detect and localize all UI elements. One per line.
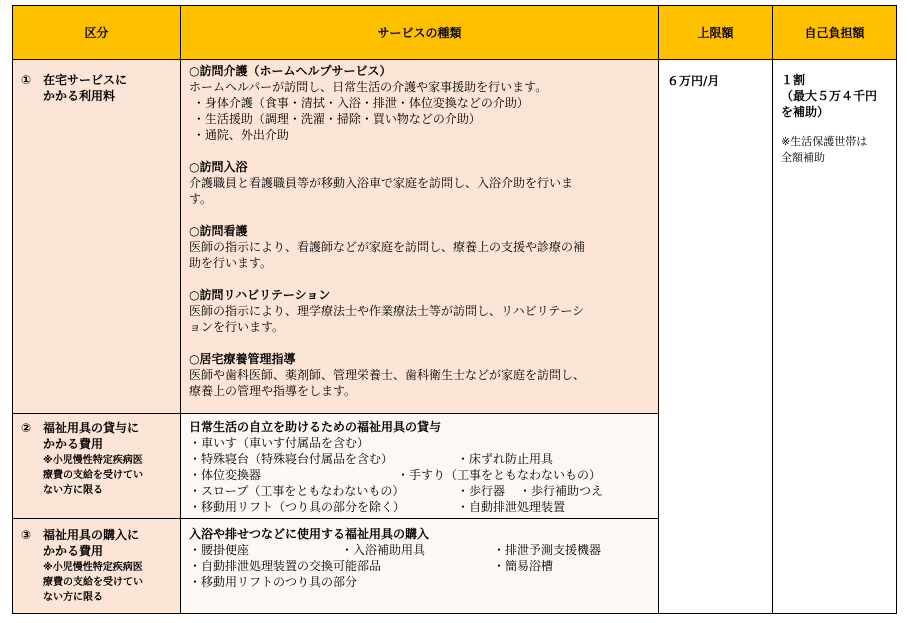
service-cell: [181, 60, 659, 414]
copay-cell: [773, 60, 897, 614]
rental-item-list: [189, 435, 652, 515]
list-item: ・床ずれ防止用具: [457, 452, 554, 466]
purchase-item-list: [189, 542, 652, 590]
service-line: 医師や歯科医師、薬剤師、管理栄養士、歯科衛生士などが家庭を訪問し、: [189, 368, 586, 382]
services-table: [12, 5, 897, 614]
list-item: ・自動排泄処理装置の交換可能部品: [189, 559, 382, 573]
category-cell: [13, 519, 181, 614]
list-item: ・車いす（車いす付属品を含む）: [189, 436, 370, 450]
list-item: ・簡易浴槽: [493, 559, 554, 573]
category-name: 福祉用具の貸与に かかる費用: [43, 421, 140, 451]
list-item: ・移動用リフトのつり具の部分: [189, 575, 358, 589]
list-item: ・特殊寝台（特殊寝台付属品を含む）: [189, 452, 394, 466]
list-item: ・スロープ（工事をともなわないもの）: [189, 484, 405, 498]
service-title: 入浴や排せつなどに使用する福祉用具の購入: [189, 527, 430, 541]
list-item: ・排泄予測支援機器: [493, 543, 602, 557]
service-line: 助を行います。: [189, 256, 273, 270]
service-title: ○訪問看護: [189, 224, 248, 238]
category-number: ②: [21, 421, 32, 435]
category-cell: [13, 414, 181, 519]
list-item: ・体位変換器: [189, 468, 262, 482]
service-line: ョンを行います。: [189, 320, 285, 334]
service-title: ○訪問入浴: [189, 160, 248, 174]
category-number: ①: [21, 73, 32, 87]
copay-note: ※生活保護世帯は 全額補助: [781, 135, 868, 164]
list-item: ・腰掛便座: [189, 543, 250, 557]
service-block: [189, 287, 652, 335]
list-item: ・自動排泄処理装置: [457, 500, 566, 514]
header-copay: 自己負担額: [773, 6, 897, 60]
service-line: す。: [189, 192, 213, 206]
category-number: ③: [21, 528, 32, 542]
category-name: 在宅サービスに かかる利用料: [43, 73, 128, 103]
service-line: ・通院、外出介助: [189, 128, 289, 142]
service-block: [189, 351, 652, 399]
category-cell: [13, 60, 181, 414]
header-category: 区分: [13, 6, 181, 60]
service-cell: [181, 519, 659, 614]
service-block: [189, 159, 652, 207]
header-service: サービスの種類: [181, 6, 659, 60]
list-item: ・歩行器: [457, 484, 506, 498]
list-item: ・移動用リフト（つり具の部分を除く）: [189, 500, 406, 514]
limit-value: ６万円/月: [667, 74, 720, 88]
header-limit: 上限額: [659, 6, 773, 60]
list-item: ・歩行補助つえ: [519, 484, 604, 498]
service-line: 療養上の管理や指導をします。: [189, 384, 357, 398]
header-row: [13, 6, 897, 60]
service-title: 日常生活の自立を助けるための福祉用具の貸与: [189, 420, 442, 434]
list-item: [519, 451, 659, 467]
service-line: 介護職員と看護職員等が移動入浴車で家庭を訪問し、入浴介助を行いま: [189, 176, 574, 190]
service-block: [189, 223, 652, 271]
service-line: 医師の指示により、看護師などが家庭を訪問し、療養上の支援や診療の補: [189, 240, 586, 254]
service-line: ・身体介護（食事・清拭・入浴・排泄・体位変換などの介助）: [189, 96, 529, 110]
category-note: ※小児慢性特定疾病医 療費の支給を受けてい ない方に限る: [43, 562, 143, 603]
list-item: ・入浴補助用具: [341, 543, 426, 557]
list-item: [397, 435, 519, 451]
service-line: ・生活援助（調理・洗濯・掃除・買い物などの介助）: [189, 112, 481, 126]
table-row: [13, 60, 897, 414]
list-item: [519, 435, 659, 451]
copay-value: １割 （最大５万４千円 を補助）: [781, 73, 878, 119]
limit-cell: [659, 60, 773, 614]
service-title: ○訪問リハビリテーション: [189, 288, 331, 302]
service-line: ホームヘルパーが訪問し、日常生活の介護や家事援助を行います。: [189, 80, 548, 94]
service-line: 医師の指示により、理学療法士や作業療法士等が訪問し、リハビリテーシ: [189, 304, 585, 318]
service-cell: [181, 414, 659, 519]
service-block: [189, 63, 652, 143]
category-note: ※小児慢性特定疾病医 療費の支給を受けてい ない方に限る: [43, 455, 143, 496]
category-name: 福祉用具の購入に かかる費用: [43, 528, 140, 558]
list-item: ・手すり（工事をともなわないもの）: [397, 468, 602, 482]
service-title: ○訪問介護（ホームヘルプサービス）: [189, 64, 392, 78]
service-title: ○居宅療養管理指導: [189, 352, 296, 366]
